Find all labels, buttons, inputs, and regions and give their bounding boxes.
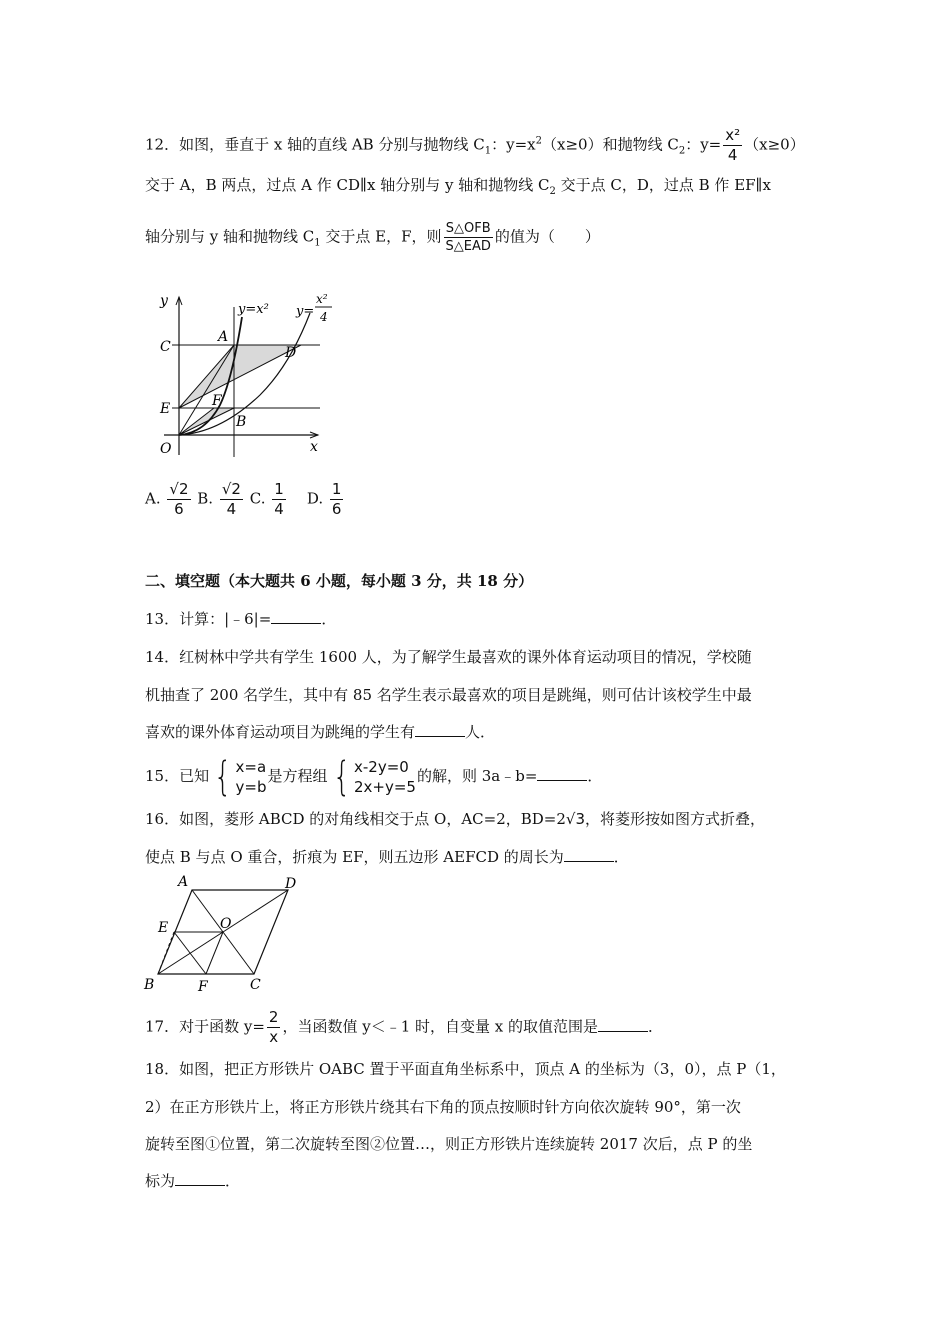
q17-text: 17．对于函数 y= xyxy=(145,1017,265,1036)
q18-line2: 2）在正方形铁片上，将正方形铁片绕其右下角的顶点按顺时针方向依次旋转 90°，第一次 xyxy=(145,1098,741,1116)
q12-sub: 1 xyxy=(314,237,321,249)
option-c-value: $\frac{1}{4}$ xyxy=(274,480,284,518)
q15-system1 xyxy=(210,754,267,800)
fig16-label-c: C xyxy=(250,977,261,993)
q17-end: ． xyxy=(648,1017,664,1036)
option-d-value: $\frac{1}{6}$ xyxy=(331,480,342,518)
answer-blank xyxy=(271,609,321,624)
fig12-label-o: O xyxy=(160,441,172,457)
q18-text: 标为 xyxy=(145,1172,176,1190)
q15-text: 是方程组 xyxy=(267,767,328,785)
fig12-label-f: F xyxy=(212,393,222,409)
sys2-row2: 2x+y=5 xyxy=(353,778,416,796)
q12-text: 的值为（ ） xyxy=(494,227,600,246)
fig12-label-y: y xyxy=(160,293,168,309)
q13-end: ． xyxy=(321,610,337,628)
q15-text: 的解，则 3a﹣b= xyxy=(416,767,538,785)
q16-root: √3 xyxy=(565,810,586,828)
q18-line1: 18．如图，把正方形铁片 OABC 置于平面直角坐标系中，顶点 A 的坐标为（3，0），点 P（1， xyxy=(145,1060,786,1078)
option-a-label: A. xyxy=(145,489,161,508)
option-a-value: $\frac{√2}{6}$ xyxy=(169,480,189,518)
q16-text: 使点 B 与点 O 重合，折痕为 EF，则五边形 AEFCD 的周长为 xyxy=(145,848,564,866)
q16-line2 xyxy=(145,846,629,868)
q16-line1 xyxy=(145,808,765,830)
fig12-label-a: A xyxy=(218,329,229,345)
q16-text: ，将菱形按如图方式折叠， xyxy=(585,810,766,828)
fig12-curve2-prefix: y= xyxy=(296,304,315,319)
fig12-label-d: D xyxy=(285,345,297,361)
fig16-label-a: A xyxy=(178,874,189,890)
fig12-label-c: C xyxy=(160,339,171,355)
q12-text: 交于点 C，D，过点 B 作 EF∥x xyxy=(555,176,771,194)
q14-text: 喜欢的课外体育运动项目为跳绳的学生有 xyxy=(145,723,416,741)
fig16-label-b: B xyxy=(144,977,155,993)
q12-sub: 2 xyxy=(678,145,686,157)
q15-system2 xyxy=(329,754,416,800)
q12-text: 交于 A，B 两点，过点 A 作 CD∥x 轴分别与 y 轴和抛物线 C xyxy=(145,176,550,194)
fig12-label-b: B xyxy=(236,414,247,430)
q16-text: 16．如图，菱形 ABCD 的对角线相交于点 O，AC=2，BD=2 xyxy=(145,810,566,828)
q16-end: ． xyxy=(613,848,629,866)
answer-blank xyxy=(598,1017,648,1032)
fig12-curve2-den: 4 xyxy=(320,310,328,324)
q12-options xyxy=(145,482,345,517)
answer-blank xyxy=(564,847,614,862)
q17-text: ，当函数值 y＜﹣1 时，自变量 x 的取值范围是 xyxy=(282,1017,599,1036)
answer-blank xyxy=(175,1171,225,1186)
q13-text: 13．计算：|﹣6|= xyxy=(145,610,272,628)
option-c-label: C. xyxy=(249,489,266,508)
q16-rhombus-figure xyxy=(140,872,320,997)
option-d-label: D. xyxy=(306,489,324,508)
q18-line3: 旋转至图①位置，第二次旋转至图②位置…，则正方形铁片连续旋转 2017 次后，点 P 的坐 xyxy=(145,1135,753,1153)
fig12-label-x: x xyxy=(310,439,318,455)
brace-icon: { xyxy=(332,754,351,800)
q12-ratio: $\frac{\text{S△OFB}}{\text{S△EAD}}$ xyxy=(445,221,491,254)
q18-end: ． xyxy=(225,1172,241,1190)
sys1-row1: x=a xyxy=(235,758,267,776)
q18-line4 xyxy=(145,1170,240,1192)
q14-end: 人． xyxy=(465,723,496,741)
q12-line2 xyxy=(145,174,771,203)
fig16-label-d: D xyxy=(285,876,297,892)
q12-text: （x≥0） xyxy=(744,135,805,154)
sys2-row1: x-2y=0 xyxy=(353,758,409,776)
fig16-label-e: E xyxy=(158,920,169,936)
sys1-row2: y=b xyxy=(235,778,267,796)
fig12-label-e: E xyxy=(160,401,171,417)
q12-sub: 2 xyxy=(549,186,556,197)
q15-end: ． xyxy=(587,767,603,785)
q17-fraction: $\frac{2}{x}$ xyxy=(268,1008,279,1046)
q12-line3 xyxy=(145,222,600,255)
q14-line2: 机抽查了 200 名学生，其中有 85 名学生表示最喜欢的项目是跳绳，则可估计该校学生中最 xyxy=(145,686,752,704)
answer-blank xyxy=(537,766,587,781)
fig12-curve2-num: x² xyxy=(316,292,328,306)
q12-sup: 2 xyxy=(535,135,542,147)
q12-parabola-figure xyxy=(150,285,350,465)
q13 xyxy=(145,608,336,630)
q12-text: 轴分别与 y 轴和抛物线 C xyxy=(145,227,315,246)
option-b-label: B. xyxy=(197,489,214,508)
q15 xyxy=(145,754,602,798)
q12-line1 xyxy=(145,128,805,163)
fig16-label-f: F xyxy=(198,979,208,995)
q12-text: ：y=x xyxy=(491,135,536,154)
brace-icon: { xyxy=(213,754,232,800)
q12-fraction: $\frac{\text{x²}}{4}$ xyxy=(725,126,741,164)
q12-text: 12．如图，垂直于 x 轴的直线 AB 分别与抛物线 C xyxy=(145,135,485,154)
answer-blank xyxy=(415,722,465,737)
q12-text: 交于点 E，F，则 xyxy=(320,227,442,246)
fig16-label-o: O xyxy=(220,916,232,932)
fig12-curve1-label: y=x² xyxy=(238,302,269,317)
q12-sub: 1 xyxy=(484,145,492,157)
q14-line3 xyxy=(145,721,495,743)
q17 xyxy=(145,1010,663,1045)
q14-line1: 14．红树林中学共有学生 1600 人，为了解学生最喜欢的课外体育运动项目的情况，学校随 xyxy=(145,648,752,666)
q15-text: 15．已知 xyxy=(145,767,210,785)
section-heading: 二、填空题（本大题共 6 小题，每小题 3 分，共 18 分） xyxy=(145,572,534,590)
q12-text: （x≥0）和抛物线 C xyxy=(542,135,679,154)
q12-text: ：y= xyxy=(685,135,722,154)
option-b-value: $\frac{√2}{4}$ xyxy=(221,480,241,518)
